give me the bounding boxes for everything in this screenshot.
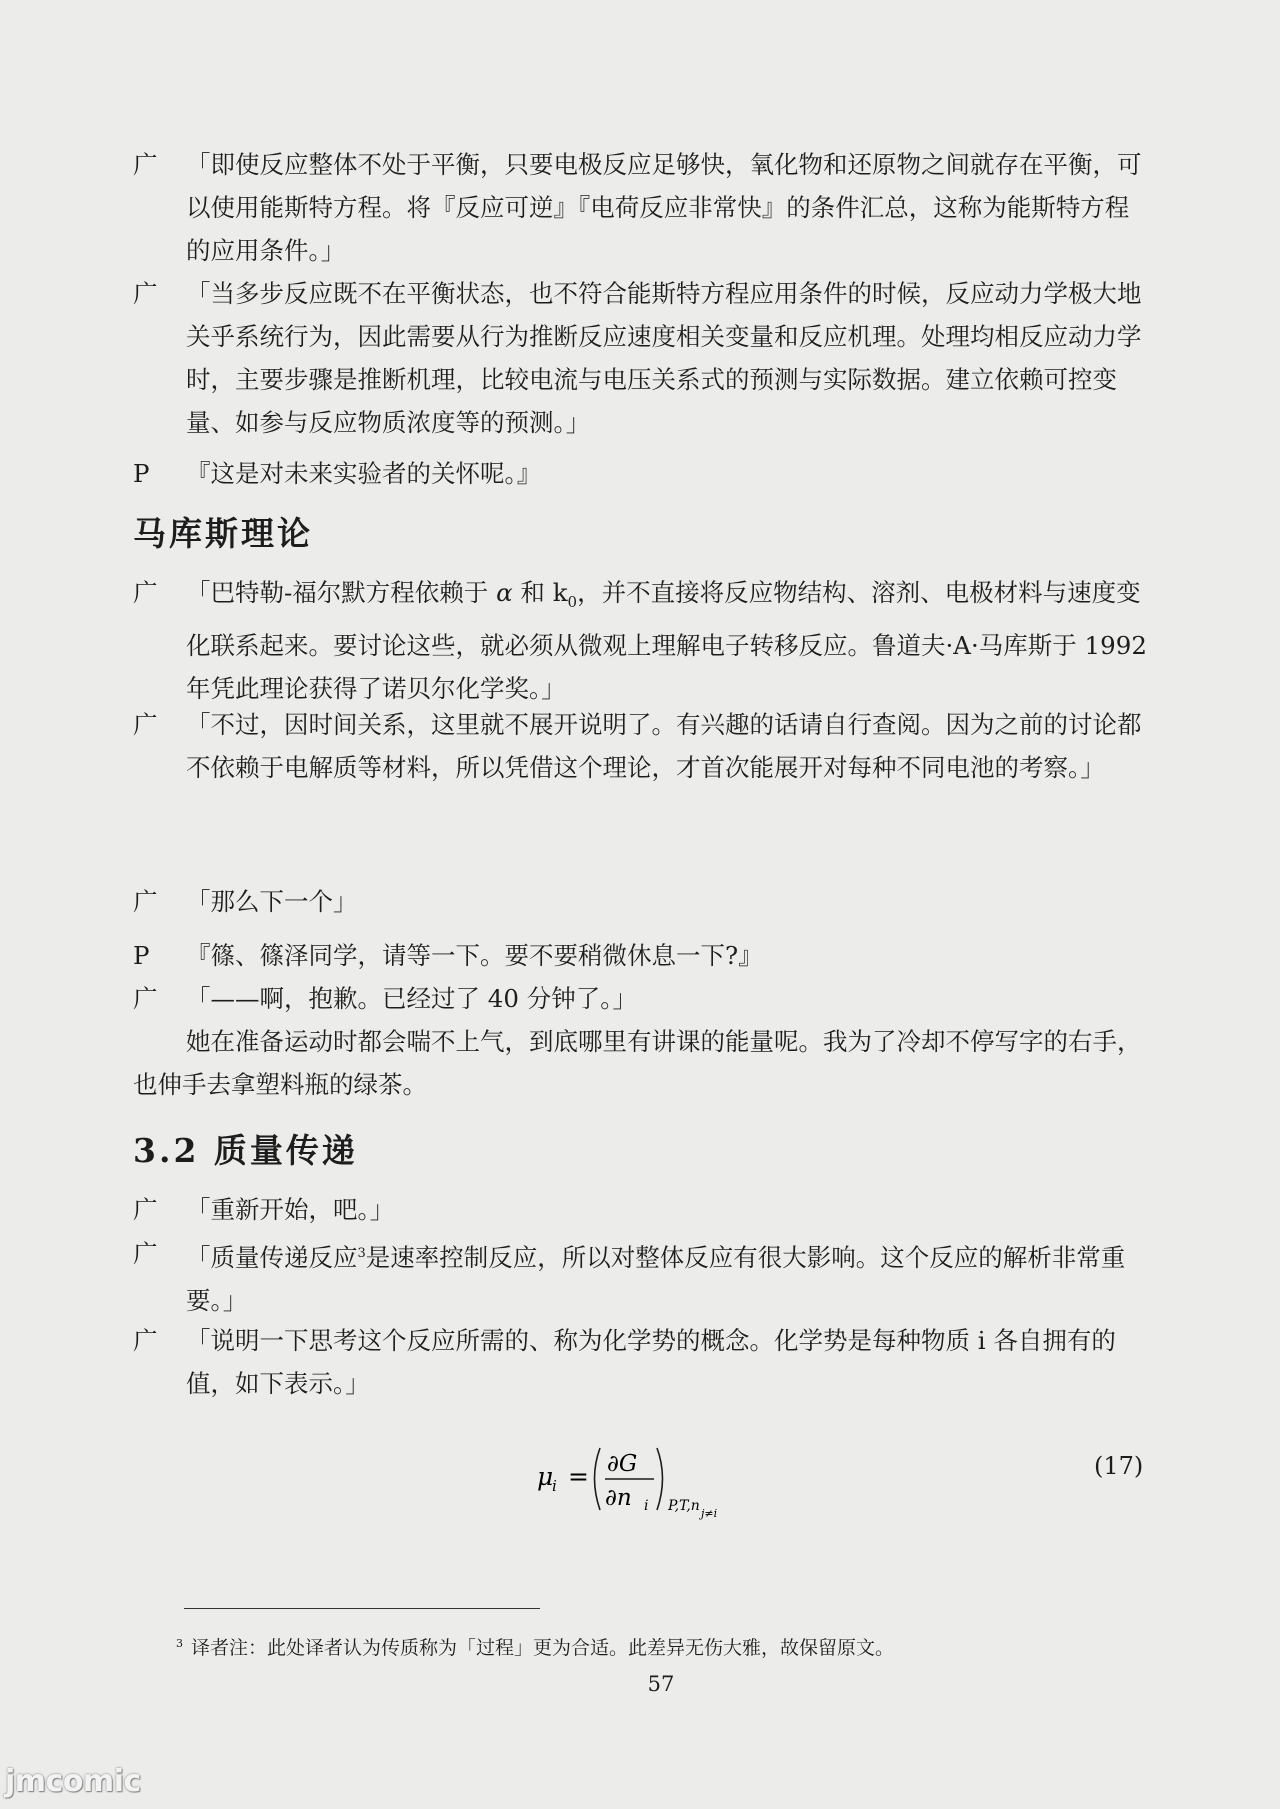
equation-row xyxy=(0,1430,1280,1520)
watermark-logo: jmcomic xyxy=(5,1764,141,1799)
dialogue-text: 「不过，因时间关系，这里就不展开说明了。有兴趣的话请自行查阅。因为之前的讨论都不依赖于电解质等材料，所以凭借这个理论，才首次能展开对每种不同电池的考察。」 xyxy=(186,710,1142,782)
speaker-label: P xyxy=(133,459,150,488)
dialogue-text: 「那么下一个」 xyxy=(186,887,358,916)
dialogue-text: 「即使反应整体不处于平衡，只要电极反应足够快，氧化物和还原物之间就存在平衡，可以使用能斯特方程。将『反应可逆』『电荷反应非常快』的条件汇总，这称为能斯特方程的应用条件。」 xyxy=(186,150,1142,265)
dialogue-line xyxy=(133,1232,1153,1322)
eq-denominator: ∂n xyxy=(605,1485,632,1511)
eq-subscript: P,T,n xyxy=(668,1498,700,1514)
footnote-ref[interactable]: 3 xyxy=(357,1246,366,1261)
eq-lhs: μ xyxy=(537,1462,554,1491)
footnote-text: 译者注：此处译者认为传质称为「过程」更为合适。此差异无伤大雅，故保留原文。 xyxy=(191,1637,895,1659)
dialogue-line xyxy=(133,1319,1153,1405)
dialogue-text: 「重新开始，吧。」 xyxy=(186,1195,395,1224)
right-paren xyxy=(657,1448,663,1510)
footnote-divider xyxy=(184,1608,540,1609)
speaker-label: 广 xyxy=(133,578,158,607)
dialogue-line xyxy=(133,571,1153,710)
speaker-label: P xyxy=(133,941,150,970)
dialogue-text: 「说明一下思考这个反应所需的、称为化学势的概念。化学势是每种物质 i 各自拥有的值，如下表示。」 xyxy=(186,1326,1116,1398)
alpha-symbol: α xyxy=(496,578,513,607)
dialogue-line xyxy=(133,703,1153,789)
dialogue-line xyxy=(133,977,1153,1020)
section-heading: 马库斯理论 xyxy=(133,514,313,553)
dialogue-line xyxy=(133,880,1153,923)
page-number: 57 xyxy=(647,1672,675,1696)
footnote-mark: 3 xyxy=(176,1636,183,1650)
speaker-label: 广 xyxy=(133,1239,158,1268)
dialogue-line xyxy=(133,934,1153,977)
section-heading: 3.2 质量传递 xyxy=(133,1131,358,1170)
dialogue-text: 「当多步反应既不在平衡状态，也不符合能斯特方程应用条件的时候，反应动力学极大地关乎系统行为，因此需要从行为推断反应速度相关变量和反应机理。处理均相反应动力学时，主要步骤是推断机理，比较电流与电压关系式的预测与实际数据。建立依赖可控变量、如参与反应物质浓度等的预测。」 xyxy=(186,279,1142,437)
eq-equals: = xyxy=(568,1462,589,1491)
eq-denominator-sub: i xyxy=(644,1498,649,1514)
speaker-label: 广 xyxy=(133,887,158,916)
dialogue-text: 「巴特勒-福尔默方程依赖于 α 和 $k_0$，并不直接将反应物结构、溶剂、电极材料与速度变化联系起来。要讨论这些，就必须从微观上理解电子转移反应。鲁道夫·A·马库斯于 1992 年凭此理论获得了诺贝尔化学奖。」 xyxy=(186,578,1147,703)
speaker-label: 广 xyxy=(133,984,158,1013)
narration-paragraph: 她在准备运动时都会喘不上气，到底哪里有讲课的能量呢。我为了冷却不停写字的右手，也伸手去拿塑料瓶的绿茶。 xyxy=(133,1027,1142,1099)
eq-lhs-sub: i xyxy=(552,1477,557,1495)
dialogue-text: 「质量传递反应$^3$是速率控制反应，所以对整体反应有很大影响。这个反应的解析非常重要。」 xyxy=(186,1243,1126,1316)
eq-subsubscript: j≠i xyxy=(701,1507,718,1520)
dialogue-text: 『这是对未来实验者的关怀呢。』 xyxy=(186,459,542,488)
speaker-label: 广 xyxy=(133,710,158,739)
speaker-label: 广 xyxy=(133,150,158,179)
eq-numerator: ∂G xyxy=(607,1451,638,1477)
speaker-label: 广 xyxy=(133,279,158,308)
dialogue-line xyxy=(133,143,1153,272)
dialogue-line xyxy=(133,452,1153,495)
footnote xyxy=(176,1633,894,1660)
speaker-label: 广 xyxy=(133,1195,158,1224)
speaker-label: 广 xyxy=(133,1326,158,1355)
left-paren xyxy=(595,1448,601,1510)
dialogue-text: 『篠、篠泽同学，请等一下。要不要稍微休息一下?』 xyxy=(186,941,763,970)
chemical-potential-equation xyxy=(537,1430,757,1520)
dialogue-line xyxy=(133,272,1153,444)
equation-number: (17) xyxy=(1094,1452,1144,1480)
dialogue-line xyxy=(133,1188,1153,1231)
dialogue-text: 「——啊，抱歉。已经过了 40 分钟了。」 xyxy=(186,984,637,1013)
